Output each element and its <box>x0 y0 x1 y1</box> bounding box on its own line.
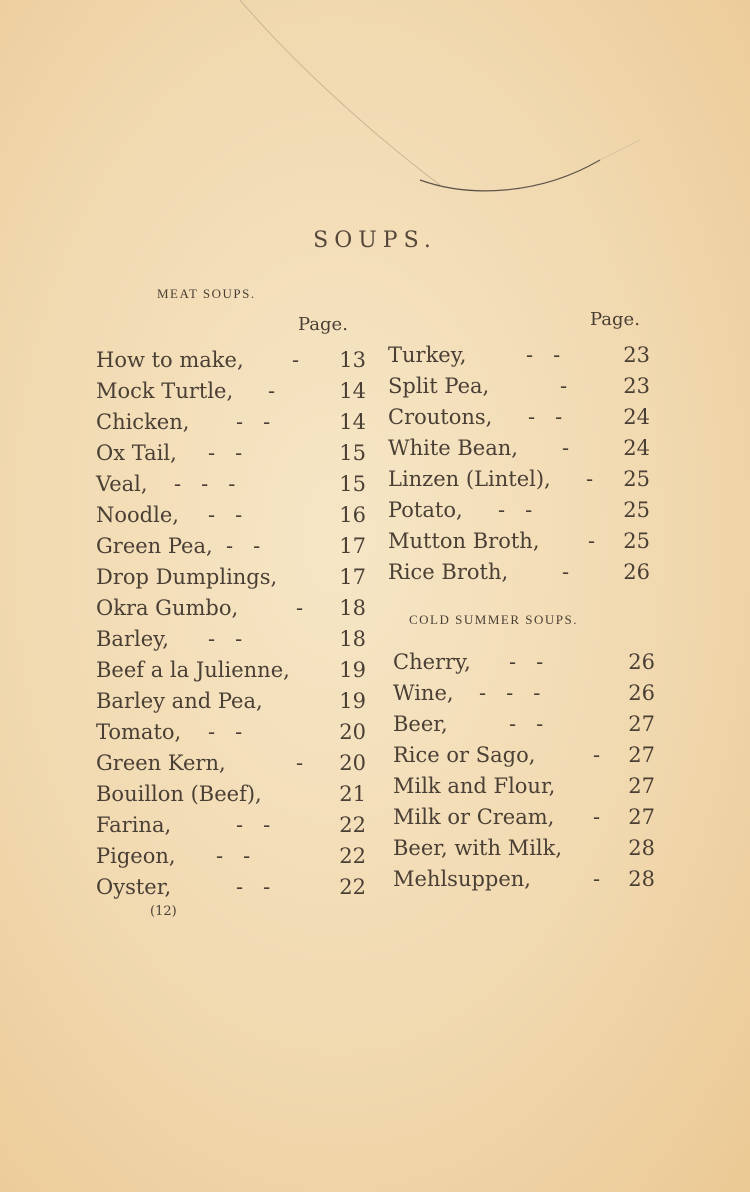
list-item <box>96 410 366 441</box>
leader-dashes: - <box>588 529 596 553</box>
leader-dashes: - - <box>236 813 271 837</box>
list-item <box>393 681 655 712</box>
item-name: Wine, <box>393 681 454 705</box>
leader-dashes: - <box>593 743 601 767</box>
list-item <box>388 560 650 591</box>
item-page: 16 <box>339 503 366 527</box>
list-item <box>388 467 650 498</box>
item-name: Oyster, <box>96 875 172 899</box>
item-name: Mock Turtle, <box>96 379 234 403</box>
item-name: Okra Gumbo, <box>96 596 239 620</box>
list-item <box>96 565 366 596</box>
item-name: Croutons, <box>388 405 493 429</box>
list-item <box>96 596 366 627</box>
item-name: Mehlsuppen, <box>393 867 531 891</box>
item-name: Noodle, <box>96 503 179 527</box>
item-page: 26 <box>628 681 655 705</box>
leader-dashes: - - <box>236 875 271 899</box>
item-name: Beer, with Milk, <box>393 836 563 860</box>
item-name: Bouillon (Beef), <box>96 782 262 806</box>
leader-dashes: - - <box>528 405 563 429</box>
leader-dashes: - <box>296 751 304 775</box>
item-page: 25 <box>623 498 650 522</box>
list-item <box>96 627 366 658</box>
item-page: 23 <box>623 374 650 398</box>
item-page: 27 <box>628 712 655 736</box>
list-item <box>393 805 655 836</box>
leader-dashes: - <box>560 374 568 398</box>
item-name: Veal, <box>96 472 148 496</box>
item-page: 26 <box>623 560 650 584</box>
item-name: Milk or Cream, <box>393 805 555 829</box>
item-name: Beef a la Julienne, <box>96 658 290 682</box>
item-page: 15 <box>339 472 366 496</box>
list-item <box>388 374 650 405</box>
item-page: 19 <box>339 689 366 713</box>
leader-dashes: - - <box>236 410 271 434</box>
leader-dashes: - <box>562 560 570 584</box>
item-page: 15 <box>339 441 366 465</box>
list-item <box>96 751 366 782</box>
item-name: Split Pea, <box>388 374 490 398</box>
item-name: Pigeon, <box>96 844 176 868</box>
item-name: Potato, <box>388 498 463 522</box>
list-item <box>96 441 366 472</box>
item-page: 18 <box>339 627 366 651</box>
item-page: 21 <box>339 782 366 806</box>
list-item <box>96 782 366 813</box>
item-name: Barley, <box>96 627 169 651</box>
leader-dashes: - <box>593 805 601 829</box>
item-page: 24 <box>623 436 650 460</box>
item-page: 25 <box>623 529 650 553</box>
leader-dashes: - - <box>208 441 243 465</box>
leader-dashes: - <box>296 596 304 620</box>
list-item <box>393 867 655 898</box>
leader-dashes: - <box>593 867 601 891</box>
leader-dashes: - <box>586 467 594 491</box>
item-name: Beer, <box>393 712 448 736</box>
list-item <box>96 875 366 906</box>
list-item <box>388 405 650 436</box>
list-item <box>393 774 655 805</box>
list-item <box>96 658 366 689</box>
leader-dashes: - - <box>208 720 243 744</box>
list-item <box>393 650 655 681</box>
meat-soups-heading: MEAT SOUPS. <box>157 286 256 301</box>
item-name: Chicken, <box>96 410 190 434</box>
item-page: 27 <box>628 805 655 829</box>
item-name: Ox Tail, <box>96 441 177 465</box>
left-page-header: Page. <box>298 314 348 335</box>
list-item <box>388 343 650 374</box>
cold-summer-soups-heading: COLD SUMMER SOUPS. <box>409 612 578 627</box>
leader-dashes: - - <box>208 627 243 651</box>
item-page: 20 <box>339 720 366 744</box>
item-page: 23 <box>623 343 650 367</box>
item-page: 27 <box>628 743 655 767</box>
item-name: Rice Broth, <box>388 560 509 584</box>
paper-fold-mark <box>0 0 750 260</box>
leader-dashes: - - <box>216 844 251 868</box>
leader-dashes: - - <box>208 503 243 527</box>
list-item <box>96 348 366 379</box>
list-item <box>393 743 655 774</box>
item-page: 22 <box>339 875 366 899</box>
item-name: Linzen (Lintel), <box>388 467 551 491</box>
item-name: Green Kern, <box>96 751 226 775</box>
list-item <box>388 498 650 529</box>
item-name: Tomato, <box>96 720 182 744</box>
item-page: 14 <box>339 379 366 403</box>
right-page-header: Page. <box>590 309 640 330</box>
item-page: 22 <box>339 844 366 868</box>
list-item <box>96 689 366 720</box>
item-page: 22 <box>339 813 366 837</box>
item-name: Drop Dumplings, <box>96 565 278 589</box>
list-item <box>96 534 366 565</box>
list-item <box>96 503 366 534</box>
leader-dashes: - <box>268 379 276 403</box>
item-name: Milk and Flour, <box>393 774 556 798</box>
item-page: 25 <box>623 467 650 491</box>
leader-dashes: - <box>562 436 570 460</box>
item-page: 28 <box>628 867 655 891</box>
leader-dashes: - - <box>526 343 561 367</box>
item-name: Mutton Broth, <box>388 529 540 553</box>
item-name: White Bean, <box>388 436 518 460</box>
leader-dashes: - - <box>226 534 261 558</box>
list-item <box>96 844 366 875</box>
item-page: 26 <box>628 650 655 674</box>
leader-dashes: - - - <box>479 681 541 705</box>
leader-dashes: - - <box>498 498 533 522</box>
list-item <box>388 436 650 467</box>
item-page: 24 <box>623 405 650 429</box>
leader-dashes: - - <box>509 650 544 674</box>
item-page: 28 <box>628 836 655 860</box>
item-page: 19 <box>339 658 366 682</box>
list-item <box>96 813 366 844</box>
leader-dashes: - - <box>509 712 544 736</box>
page-title: SOUPS. <box>313 228 437 253</box>
item-page: 17 <box>339 565 366 589</box>
list-item <box>96 720 366 751</box>
item-name: Green Pea, <box>96 534 213 558</box>
item-name: Cherry, <box>393 650 471 674</box>
item-page: 14 <box>339 410 366 434</box>
list-item <box>96 472 366 503</box>
item-page: 17 <box>339 534 366 558</box>
item-name: Turkey, <box>388 343 467 367</box>
list-item <box>388 529 650 560</box>
list-item <box>393 836 655 867</box>
list-item <box>393 712 655 743</box>
item-page: 13 <box>339 348 366 372</box>
item-page: 18 <box>339 596 366 620</box>
leader-dashes: - - - <box>174 472 236 496</box>
list-item <box>96 379 366 410</box>
item-page: 27 <box>628 774 655 798</box>
page-number: (12) <box>150 904 177 919</box>
item-name: Rice or Sago, <box>393 743 536 767</box>
item-name: How to make, <box>96 348 244 372</box>
item-name: Barley and Pea, <box>96 689 263 713</box>
item-name: Farina, <box>96 813 172 837</box>
leader-dashes: - <box>292 348 300 372</box>
item-page: 20 <box>339 751 366 775</box>
